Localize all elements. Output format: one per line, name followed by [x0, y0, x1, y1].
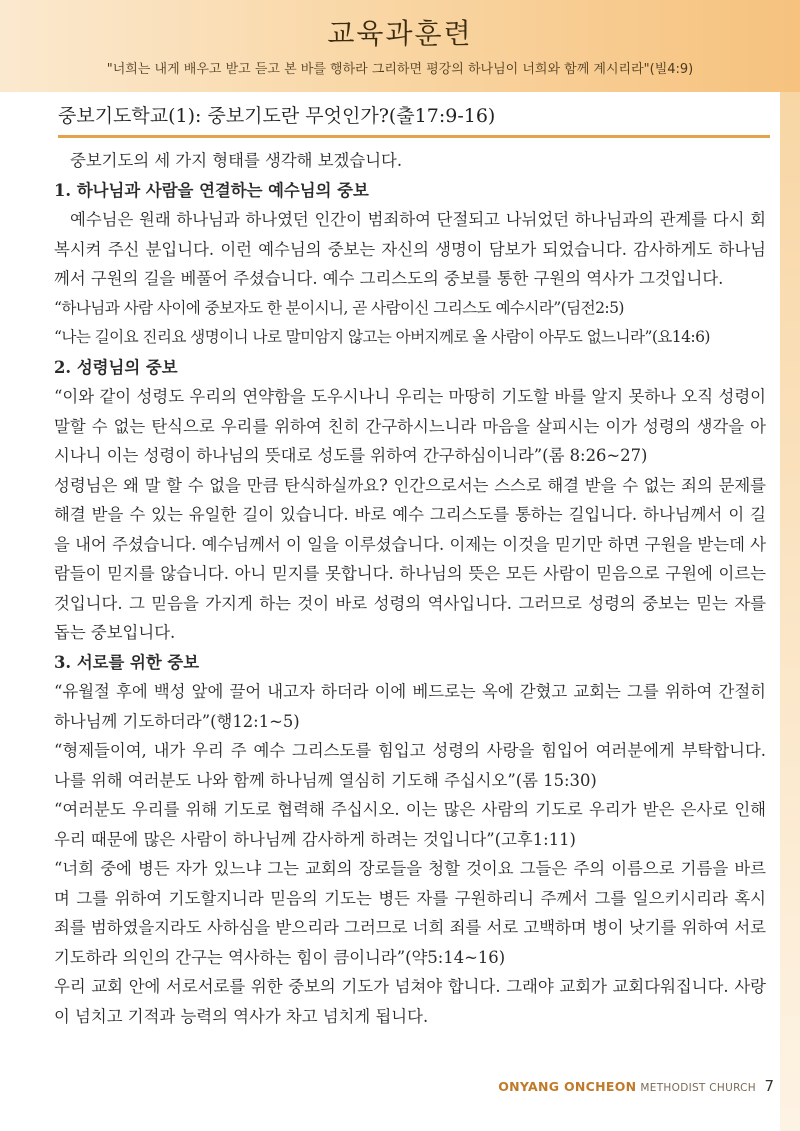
body-paragraph: 우리 교회 안에 서로서로를 위한 중보의 기도가 넘쳐야 합니다. 그래야 교회가 교회다워집니다. 사랑이 넘치고 기적과 능력의 역사가 차고 넘치게 됩니다.	[54, 977, 766, 1026]
scripture-quote: “이와 같이 성령도 우리의 연약함을 도우시나니 우리는 마땅히 기도할 바를 알지 못하나 오직 성령이 말할 수 없는 탄식으로 우리를 위하여 친히 간구하시느니라 마음을 살피시는 이가 성령의 생각을 아시나니 이는 성령이 하나님의 뜻대로 성도를 위하여 간구하심이니라”(롬 8:26~27)	[54, 387, 766, 465]
church-name	[498, 1079, 756, 1094]
church-name-sub: METHODIST CHURCH	[640, 1082, 756, 1094]
scripture-quote: “나는 길이요 진리요 생명이니 나로 말미암지 않고는 아버지께로 올 사람이 아무도 없느니라”(요14:6)	[54, 328, 710, 346]
article-title: 중보기도학교(1): 중보기도란 무엇인가?(출17:9-16)	[58, 105, 496, 127]
section-title: 교육과훈련	[327, 17, 473, 50]
decorative-side-band	[780, 92, 800, 1131]
section-heading-2: 2. 성령님의 중보	[54, 357, 178, 377]
scripture-quote: “하나님과 사람 사이에 중보자도 한 분이시니, 곧 사람이신 그리스도 예수시라”(딤전2:5)	[54, 298, 624, 317]
section-heading-1: 1. 하나님과 사람을 연결하는 예수님의 중보	[54, 180, 369, 200]
header-verse: "너희는 내게 배우고 받고 듣고 본 바를 행하라 그리하면 평강의 하나님이 너희와 함께 계시리라"(빌4:9)	[106, 62, 694, 77]
section-heading-3: 3. 서로를 위한 중보	[54, 652, 200, 672]
intro-paragraph: 중보기도의 세 가지 형태를 생각해 보겠습니다.	[70, 151, 403, 170]
scripture-quote: “형제들이여, 내가 우리 주 예수 그리스도를 힘입고 성령의 사랑을 힘입어 여러분에게 부탁합니다. 나를 위해 여러분도 나와 함께 하나님께 열심히 기도해 주십시오”(롬 15:30)	[54, 741, 766, 790]
scripture-quote: “유월절 후에 백성 앞에 끌어 내고자 하더라 이에 베드로는 옥에 갇혔고 교회는 그를 위하여 간절히 하나님께 기도하더라”(행12:1~5)	[54, 682, 766, 731]
header-banner	[0, 0, 800, 92]
title-divider	[58, 135, 770, 138]
page-number: 7	[764, 1077, 774, 1095]
body-paragraph: 성령님은 왜 말 할 수 없을 만큼 탄식하실까요? 인간으로서는 스스로 해결 받을 수 없는 죄의 문제를 해결 받을 수 있는 유일한 길이 있습니다. 바로 예수 그리스도를 통하는 길입니다. 하나님께서 이 길을 내어 주셨습니다. 예수님께서 이 일을 이루셨습니다. 이제는 이것을 믿기만 하면 구원을 받는데 사람들이 믿지를 않습니다. 아니 믿지를 못합니다. 하나님의 뜻은 모든 사람이 믿음으로 구원에 이르는 것입니다. 그 믿음을 가지게 하는 것이 바로 성령의 역사입니다. 그러므로 성령의 중보는 믿는 자를 돕는 중보입니다.	[54, 475, 766, 642]
article-body	[54, 146, 766, 1031]
church-name-main: ONYANG ONCHEON	[498, 1079, 637, 1094]
scripture-quote: “너희 중에 병든 자가 있느냐 그는 교회의 장로들을 청할 것이요 그들은 주의 이름으로 기름을 바르며 그를 위하여 기도할지니라 믿음의 기도는 병든 자를 구원하리니 주께서 그를 일으키시리라 혹시 죄를 범하였을지라도 사하심을 받으리라 그러므로 너희 죄를 서로 고백하며 병이 낫기를 위하여 서로 기도하라 의인의 간구는 역사하는 힘이 큼이니라”(약5:14~16)	[54, 859, 766, 967]
scripture-quote: “여러분도 우리를 위해 기도로 협력해 주십시오. 이는 많은 사람의 기도로 우리가 받은 은사로 인해 우리 때문에 많은 사람이 하나님께 감사하게 하려는 것입니다”(고후1:11)	[54, 800, 766, 849]
body-paragraph: 예수님은 원래 하나님과 하나였던 인간이 범죄하여 단절되고 나뉘었던 하나님과의 관계를 다시 회복시켜 주신 분입니다. 이런 예수님의 중보는 자신의 생명이 담보가 되었습니다. 감사하게도 하나님께서 구원의 길을 베풀어 주셨습니다. 예수 그리스도의 중보를 통한 구원의 역사가 그것입니다.	[54, 210, 766, 288]
